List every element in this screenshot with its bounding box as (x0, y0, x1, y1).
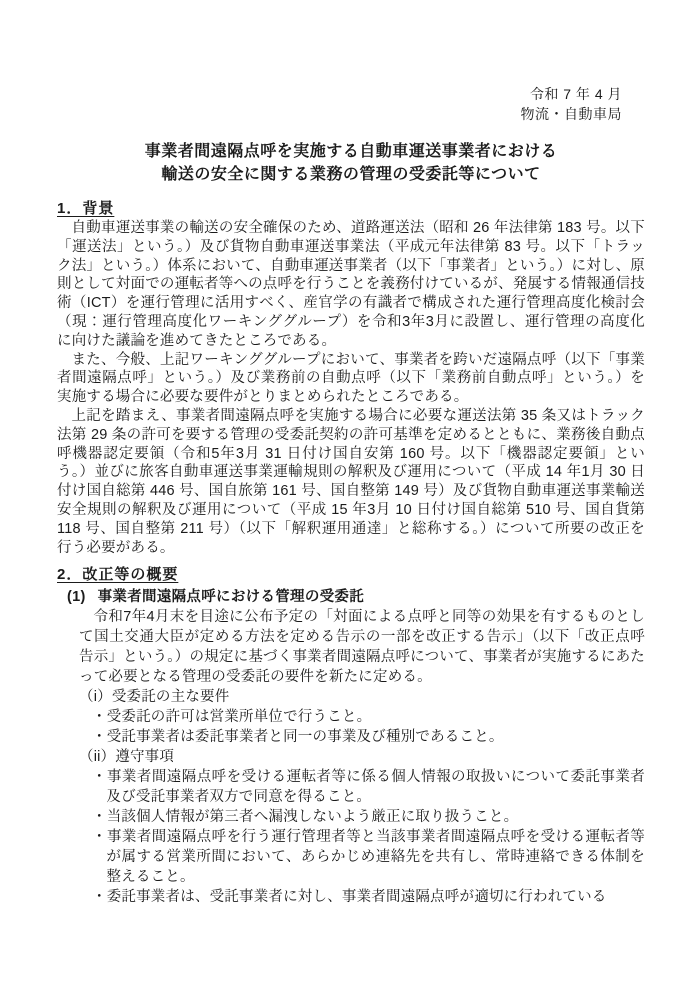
background-paragraph-3: 上記を踏まえ、事業者間遠隔点呼を実施する場合に必要な運送法第 35 条又はトラック法第 29 条の許可を要する管理の受委託契約の許可基準を定めるとともに、業務後自動点呼機器認定要領（令和5年3月 31 日付け国自安第 160 号。以下「機器認定要領」という。）並びに旅客自動車運送事業運輸規則の解釈及び運用について（平成 14 年1月 30 日付け国自総第 446 号、国自旅第 161 号、国自整第 149 号）及び貨物自動車運送事業輸送安全規則の解釈及び運用について（平成 15 年3月 10 日付け国自総第 510 号、国自貨第 118 号、国自整第 211 号）（以下「解釈運用通達」と総称する。）について所要の改正を行う必要がある。 (57, 407, 645, 556)
section-background (57, 199, 645, 557)
item1-body (79, 607, 645, 907)
requirement-bullet-1: ・受委託の許可は営業所単位で行うこと。 (92, 709, 372, 726)
compliance-bullet-3: ・事業者間遠隔点呼を行う運行管理者等と当該事業者間遠隔点呼を受ける運転者等が属する営業所間において、あらかじめ連絡先を共有し、常時連絡できる体制を整えること。 (92, 829, 645, 886)
doc-header (57, 84, 645, 124)
section2-heading: 2．改正等の概要 (57, 566, 179, 584)
doc-title-line1: 事業者間遠隔点呼を実施する自動車運送事業者における (144, 143, 558, 160)
background-paragraph-2: また、今般、上記ワーキンググループにおいて、事業者を跨いだ遠隔点呼（以下「事業者間遠隔点呼」という。）及び業務前の自動点呼（以下「業務前自動点呼」という。）を実施する場合に必要な要件がとりまとめられたところである。 (57, 351, 645, 406)
doc-department: 物流・自動車局 (520, 106, 622, 122)
item1-paragraph: 令和7年4月末を目途に公布予定の「対面による点呼と同等の効果を有するものとして国土交通大臣が定める方法を定める告示の一部を改正する告示」（以下「改正点呼告示」という。）の規定に基づく事業者間遠隔点呼について、事業者が実施するにあたって必要となる管理の受委託の要件を新たに定める。 (79, 609, 645, 686)
doc-title (57, 140, 645, 186)
item1-number: (1) (67, 589, 86, 606)
section1-heading: 1．背景 (57, 200, 115, 217)
background-paragraph-1: 自動車運送事業の輸送の安全確保のため、道路運送法（昭和 26 年法律第 183 号。以下「運送法」という。）及び貨物自動車運送事業法（平成元年法律第 83 号。以下「トラック法」という。）体系において、自動車運送事業者（以下「事業者」という。）に対し、原則として対面での運転者等への点呼を行うことを義務付けているが、発展する情報通信技術（ICT）を運行管理に活用すべく、産官学の有識者で構成された運行管理高度化検討会（現：運行管理高度化ワーキンググループ）を令和3年3月に設置し、運行管理の高度化に向けた議論を進めてきたところである。 (57, 220, 645, 349)
section-overview (57, 565, 645, 907)
item1-heading: 事業者間遠隔点呼における管理の受委託 (97, 589, 365, 606)
compliance-label: （ii）遵守事項 (79, 749, 175, 766)
compliance-bullet-1: ・事業者間遠隔点呼を受ける運転者等に係る個人情報の取扱いについて委託事業者及び受託事業者双方で同意を得ること。 (92, 769, 645, 806)
compliance-bullet-2: ・当該個人情報が第三者へ漏洩しないよう厳正に取り扱うこと。 (92, 809, 519, 826)
requirements-label: （i）受委託の主な要件 (79, 689, 230, 706)
compliance-bullet-4: ・委託事業者は、受託事業者に対し、事業者間遠隔点呼が適切に行われている (92, 889, 607, 906)
doc-date: 令和 7 年 4 月 (529, 86, 622, 102)
item1-heading-row (67, 587, 645, 607)
doc-title-line2: 輸送の安全に関する業務の管理の受委託等について (161, 166, 541, 183)
requirement-bullet-2: ・受託事業者は委託事業者と同一の事業及び種別であること。 (92, 729, 504, 746)
overview-item-1 (67, 587, 645, 907)
